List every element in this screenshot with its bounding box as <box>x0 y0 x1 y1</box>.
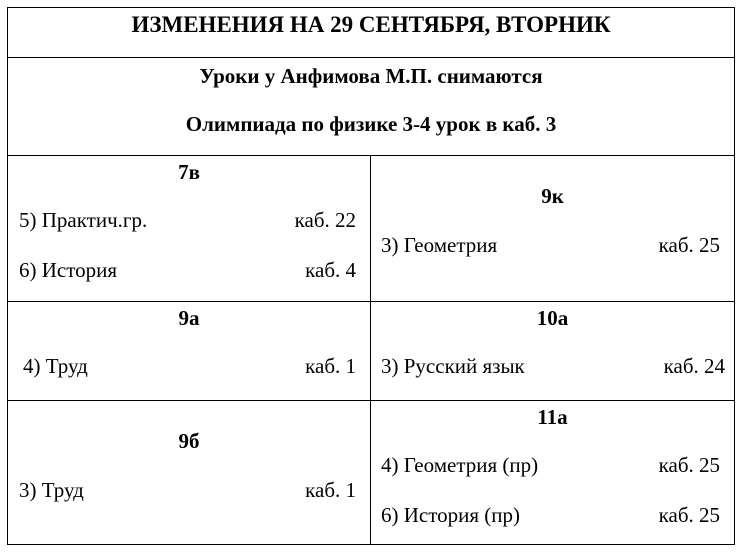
lesson-name: 5) Практич.гр. <box>19 208 148 232</box>
lesson-name: 4) Труд <box>23 354 88 378</box>
class-heading: 9а <box>178 306 200 330</box>
room-number: каб. 1 <box>305 478 356 502</box>
class-heading: 9к <box>541 184 564 208</box>
room-number: каб. 22 <box>294 208 356 232</box>
lesson-name: 6) История <box>19 258 118 282</box>
title-row <box>8 8 734 58</box>
class-cell-9b <box>8 401 370 544</box>
lesson-name: 6) История (пр) <box>381 503 521 527</box>
grid-row-2 <box>8 302 734 401</box>
room-number: каб. 24 <box>663 354 725 378</box>
class-cell-9k <box>371 156 734 301</box>
grid-row-1 <box>8 156 734 302</box>
room-number: каб. 25 <box>658 233 720 257</box>
class-heading: 7в <box>178 160 200 184</box>
notice-row <box>8 58 734 156</box>
room-number: каб. 4 <box>305 258 356 282</box>
room-number: каб. 25 <box>658 503 720 527</box>
lesson-name: 3) Труд <box>19 478 84 502</box>
class-cell-11a <box>371 401 734 544</box>
class-cell-9a <box>8 302 370 400</box>
schedule-changes-table <box>7 7 735 545</box>
class-heading: 9б <box>178 429 200 453</box>
lesson-name: 3) Русский язык <box>381 354 525 378</box>
lesson-name: 3) Геометрия <box>381 233 498 257</box>
room-number: каб. 25 <box>658 453 720 477</box>
notice-teacher-absent: Уроки у Анфимова М.П. снимаются <box>199 64 543 88</box>
page-title: ИЗМЕНЕНИЯ НА 29 СЕНТЯБРЯ, ВТОРНИК <box>131 12 611 37</box>
lesson-name: 4) Геометрия (пр) <box>381 453 539 477</box>
grid-row-3 <box>8 401 734 544</box>
class-cell-7v <box>8 156 370 301</box>
class-cell-10a <box>371 302 734 400</box>
room-number: каб. 1 <box>305 354 356 378</box>
class-heading: 10а <box>536 306 569 330</box>
class-heading: 11а <box>537 405 568 429</box>
notice-olympiad: Олимпиада по физике 3-4 урок в каб. 3 <box>185 112 557 136</box>
